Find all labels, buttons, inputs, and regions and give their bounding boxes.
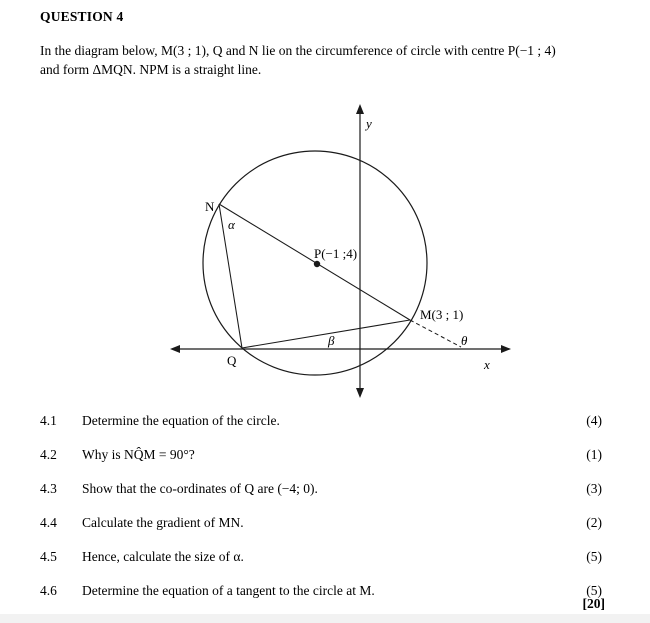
angle-alpha-label: α <box>228 217 235 232</box>
question-number: 4.4 <box>40 515 57 530</box>
question-marks: (4) <box>586 413 602 428</box>
question-text: Determine the equation of a tangent to the circle at M. <box>82 583 375 598</box>
question-marks: (2) <box>586 515 602 530</box>
question-marks: (5) <box>586 583 602 598</box>
angle-theta-label: θ <box>461 333 468 348</box>
dashed-line-m-to-x-axis <box>410 320 461 347</box>
question-number: 4.3 <box>40 481 57 496</box>
question-text: Show that the co-ordinates of Q are (−4; 0). <box>82 481 318 496</box>
question-number: 4.5 <box>40 549 57 564</box>
question-text: Hence, calculate the size of α. <box>82 549 244 564</box>
question-text: Why is NQ̂M = 90°? <box>82 447 195 462</box>
question-number: 4.2 <box>40 447 57 462</box>
x-axis-left-arrow-icon <box>170 345 180 353</box>
question-marks: (3) <box>586 481 602 496</box>
point-n-label: N <box>205 199 215 214</box>
intro-line-1: In the diagram below, M(3 ; 1), Q and N lie on the circumference of circle with centre P(−1 ; 4) <box>40 43 556 58</box>
question-row <box>0 582 650 600</box>
centre-point-p <box>314 261 320 267</box>
x-axis-right-arrow-icon <box>501 345 511 353</box>
x-axis-label: x <box>484 357 490 372</box>
question-marks: (1) <box>586 447 602 462</box>
y-axis-label: y <box>366 116 372 131</box>
question-number: 4.6 <box>40 583 57 598</box>
point-m-label: M(3 ; 1) <box>420 307 464 322</box>
y-axis-top-arrow-icon <box>356 104 364 114</box>
total-marks: [20] <box>582 596 605 611</box>
centre-p-label: P(−1 ;4) <box>314 246 358 261</box>
question-row <box>0 514 650 532</box>
question-row <box>0 446 650 464</box>
question-marks: (5) <box>586 549 602 564</box>
diameter-nm <box>219 204 410 320</box>
y-axis-bottom-arrow-icon <box>356 388 364 398</box>
question-text: Calculate the gradient of MN. <box>82 515 244 530</box>
bottom-edge-strip <box>0 614 650 623</box>
point-q-label: Q <box>227 353 237 368</box>
question-text: Determine the equation of the circle. <box>82 413 280 428</box>
intro-line-2: and form ΔMQN. NPM is a straight line. <box>40 62 262 77</box>
angle-beta-label: β <box>328 333 335 348</box>
question-title: QUESTION 4 <box>40 9 124 24</box>
question-row <box>0 480 650 498</box>
chord-qm <box>242 320 410 348</box>
question-number: 4.1 <box>40 413 57 428</box>
question-row <box>0 412 650 430</box>
question-row <box>0 548 650 566</box>
